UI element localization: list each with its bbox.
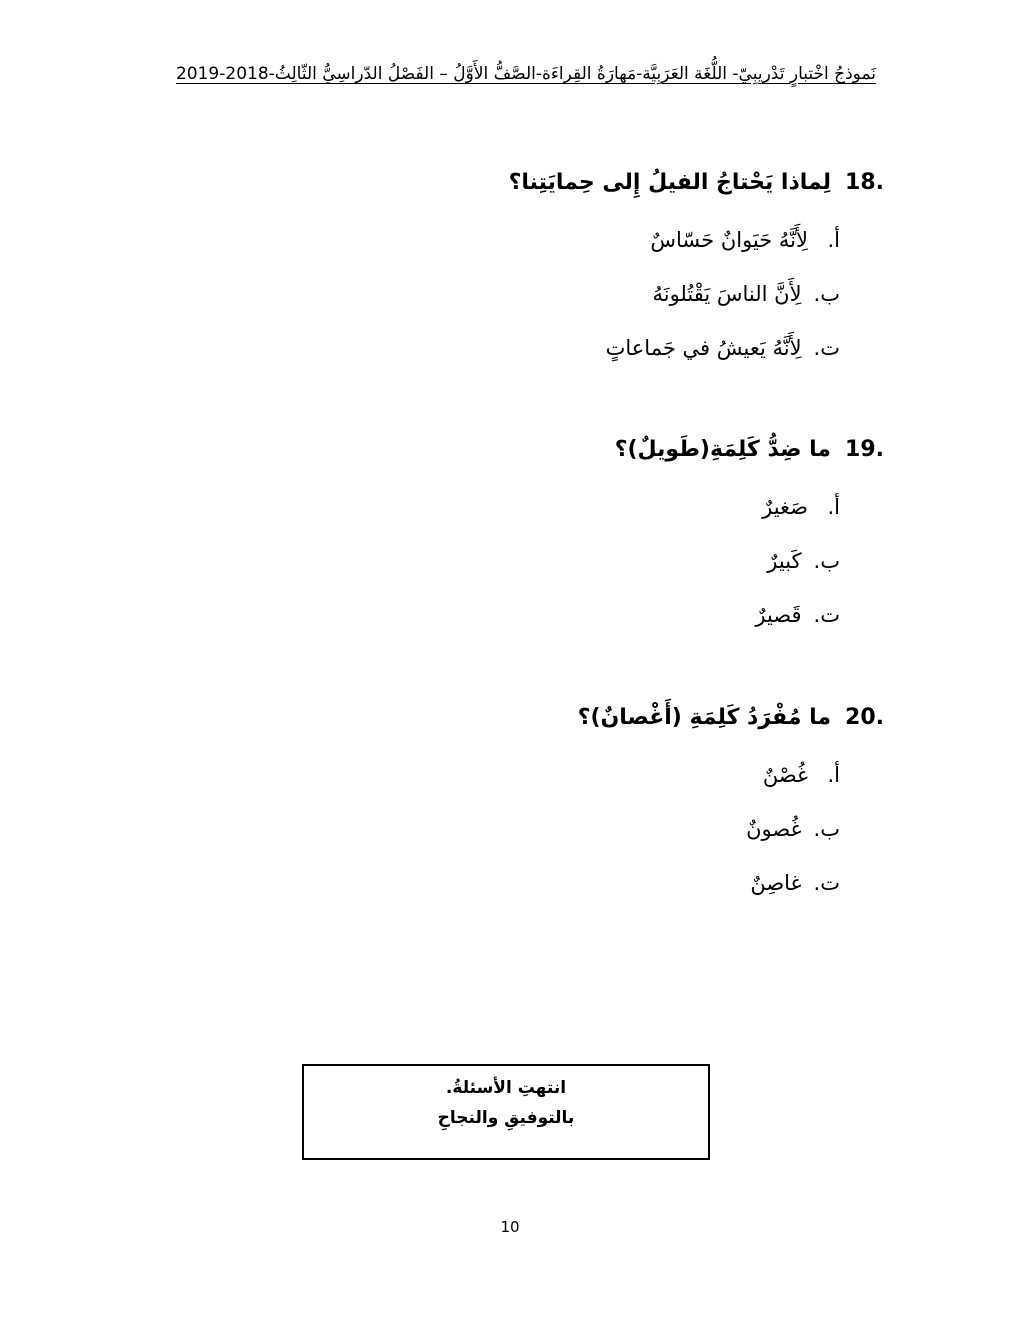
option-letter: ت. — [813, 871, 840, 895]
option-b — [509, 282, 840, 312]
option-c — [578, 871, 840, 901]
option-letter: أ. — [827, 228, 840, 252]
option-c — [509, 336, 840, 366]
option-text: قَصيرٌ — [755, 603, 802, 627]
option-a — [578, 763, 840, 793]
end-of-exam-box — [302, 1064, 710, 1160]
option-text: لِأَنَّهُ يَعيشُ في جَماعاتٍ — [605, 336, 802, 360]
question-title — [509, 170, 884, 208]
option-c — [615, 603, 840, 633]
question-20 — [578, 705, 884, 901]
options-list — [578, 763, 884, 901]
option-a — [615, 495, 840, 525]
option-text: لِأَنَّهُ حَيَوانٌ حَسّاسٌ — [650, 228, 808, 252]
option-a — [509, 228, 840, 258]
options-list — [509, 228, 884, 366]
question-title — [578, 705, 884, 743]
option-b — [615, 549, 840, 579]
option-letter: ت. — [813, 603, 840, 627]
question-title — [615, 437, 884, 475]
header-title: نَموذجُ اخْتبارٍ تَدْريبِيّ- اللُّغَة العَرَبِيَّة-مَهارَةُ القِراءَة-الصَّفُّ الأَوَّلُ – الفَصْلُ الدّراسِيُّ الثّالِثُ-2018-2019 — [175, 64, 877, 84]
end-message: انتهتِ الأسئلةُ. — [445, 1078, 567, 1098]
option-letter: ب. — [813, 817, 840, 841]
option-text: غُصونٌ — [746, 817, 802, 841]
option-b — [578, 817, 840, 847]
option-letter: أ. — [827, 763, 840, 787]
option-text: صَغيرٌ — [762, 495, 808, 519]
question-number: 19. — [845, 437, 884, 462]
question-19 — [615, 437, 884, 633]
question-text: ما مُفْرَدُ كَلِمَةِ (أَغْصانٌ)؟ — [577, 705, 832, 730]
page-number: 10 — [500, 1218, 520, 1236]
option-letter: ب. — [813, 282, 840, 306]
question-number: 18. — [845, 170, 884, 195]
question-text: ما ضِدُّ كَلِمَةِ(طَويلٌ)؟ — [614, 437, 832, 462]
question-text: لِماذا يَحْتاجُ الفيلُ إِلى حِمايَتِنا؟ — [508, 170, 832, 195]
option-letter: ب. — [813, 549, 840, 573]
question-number: 20. — [845, 705, 884, 730]
good-luck-message: بالتوفيقِ والنجاحِ — [437, 1108, 575, 1128]
option-text: كَبيرٌ — [767, 549, 802, 573]
question-18 — [509, 170, 884, 366]
option-text: غُصْنٌ — [762, 763, 808, 787]
option-text: لِأَنَّ الناسَ يَقْتُلونَهُ — [652, 282, 802, 306]
options-list — [615, 495, 884, 633]
option-letter: أ. — [827, 495, 840, 519]
page-header — [150, 64, 902, 84]
option-letter: ت. — [813, 336, 840, 360]
option-text: غاصِنٌ — [750, 871, 802, 895]
